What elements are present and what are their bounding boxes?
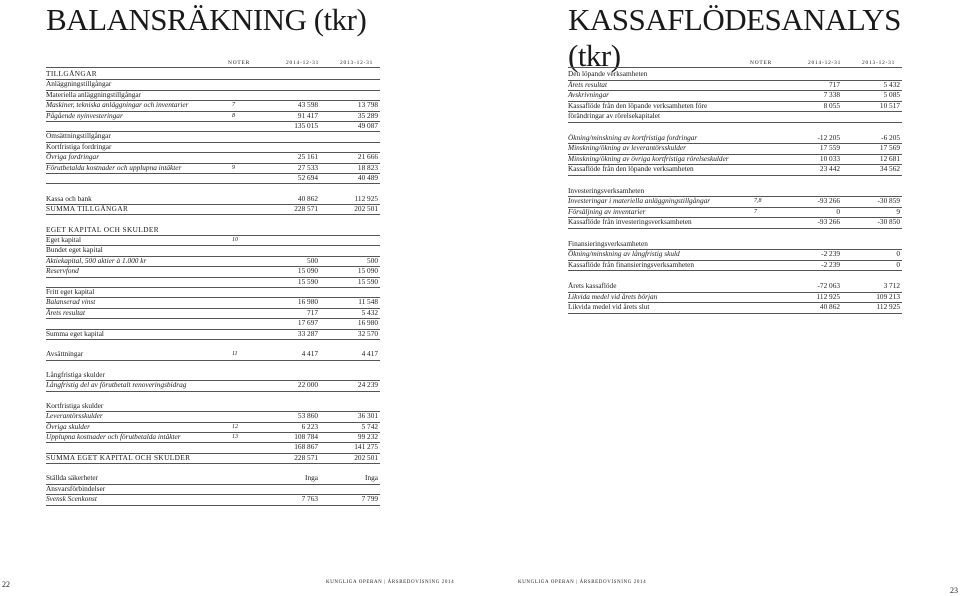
value-2013: 13 798: [357, 100, 378, 110]
table-row: [46, 194, 380, 204]
table-row: [568, 292, 902, 302]
value-2014: 112 925: [816, 291, 840, 301]
row-note: 13: [232, 434, 238, 440]
value-2013: 109 213: [876, 291, 900, 301]
table-row: [568, 164, 902, 174]
value-2013: 16 980: [357, 318, 378, 328]
row-label: Omsättningstillgångar: [46, 131, 111, 141]
table-row: [568, 217, 902, 227]
value-2013: Inga: [365, 473, 378, 483]
table-row: [568, 154, 902, 164]
row-label: Kortfristiga skulder: [46, 400, 104, 410]
value-2014: 500: [307, 255, 318, 265]
value-2013: -30 859: [877, 196, 900, 206]
row-divider: [568, 175, 902, 176]
value-2014: 108 784: [294, 432, 318, 441]
row-label: Förutbetalda kostnader och upplupna intäkter: [46, 162, 182, 172]
table-row: [46, 484, 380, 494]
header-2013: 2013-12-31: [340, 60, 374, 66]
value-2014: 43 598: [297, 100, 318, 110]
table-row: [46, 225, 380, 235]
table-row: [46, 90, 380, 100]
row-label: Ställda säkerheter: [46, 473, 99, 483]
row-label: Bundet eget kapital: [46, 245, 103, 255]
table-row: [46, 401, 380, 411]
value-2014: 10 033: [819, 153, 840, 163]
row-divider: [46, 463, 380, 464]
value-2014: 53 860: [297, 411, 318, 421]
value-2013: 7 799: [361, 494, 378, 504]
row-label: Årets kassaflöde: [568, 281, 617, 290]
row-divider: [46, 214, 380, 215]
value-2014: 22 000: [297, 380, 318, 390]
balance-sheet-title: BALANSRÄKNING (tkr): [46, 2, 367, 37]
value-2013: 5 085: [883, 90, 900, 100]
row-label: Leverantörsskulder: [46, 411, 103, 421]
value-2014: 8 055: [823, 100, 840, 110]
table-header: [46, 59, 380, 67]
value-2014: 6 223: [301, 421, 318, 431]
table-row: [46, 100, 380, 110]
row-label: Pågående nyinvesteringar: [46, 110, 123, 120]
table-row: [46, 142, 380, 152]
value-2013: 9: [896, 206, 900, 216]
balance-sheet-table: [46, 59, 380, 519]
value-2013: 202 501: [354, 452, 378, 462]
value-2013: 4 417: [361, 349, 378, 359]
table-row: [568, 196, 902, 206]
table-row: [46, 287, 380, 297]
row-label: Materiella anläggningstillgångar: [46, 89, 142, 99]
table-row: [46, 349, 380, 359]
value-2013: 12 681: [879, 153, 900, 163]
row-label: Likvida medel vid årets slut: [568, 302, 650, 312]
value-2013: 15 090: [357, 266, 378, 276]
row-note: 9: [232, 164, 235, 171]
row-note: 8: [232, 112, 235, 119]
table-row: [46, 411, 380, 421]
footer-right: KUNGLIGA OPERAN | ÅRSREDOVISNING 2014: [518, 580, 647, 585]
table-row: [568, 186, 902, 196]
row-label: Ökning/minskning av kortfristiga fordringar: [568, 132, 698, 142]
table-row: [46, 380, 380, 390]
row-label: Minskning/ökning av leverantörsskulder: [568, 143, 686, 153]
value-2014: 168 867: [294, 442, 318, 452]
row-label: Svensk Scenkonst: [46, 494, 97, 504]
table-row: [568, 111, 902, 121]
value-2014: 23 442: [819, 164, 840, 174]
value-2013: 5 432: [883, 79, 900, 89]
value-2013: 5 432: [361, 307, 378, 317]
value-2013: 3 712: [883, 281, 900, 290]
value-2014: -93 266: [817, 196, 840, 206]
row-label: Minskning/ökning av övriga kortfristiga rörelseskulder: [568, 153, 729, 163]
table-row: [46, 163, 380, 173]
value-2014: 33 287: [297, 328, 318, 338]
row-label: Kassaflöde från finansieringsverksamheten: [568, 259, 695, 269]
row-label: Likvida medel vid årets början: [568, 291, 658, 301]
row-label: Årets resultat: [568, 79, 607, 89]
row-label: Den löpande verksamheten: [568, 69, 648, 78]
value-2014: 228 571: [294, 204, 318, 213]
header-2014: 2014-12-31: [286, 60, 320, 66]
row-label: Avskrivningar: [568, 90, 609, 100]
value-2013: 202 501: [354, 204, 378, 213]
row-label: Kassaflöde från investeringsverksamheten: [568, 217, 692, 227]
row-label: Upplupna kostnader och förutbetalda intäkter: [46, 432, 181, 441]
value-2013: 141 275: [354, 442, 378, 452]
table-row: [46, 432, 380, 442]
row-label: Eget kapital: [46, 235, 82, 244]
row-label: Aktiekapital, 500 aktier à 1.000 kr: [46, 255, 147, 265]
row-label: Summa eget kapital: [46, 328, 104, 338]
table-header: [568, 59, 902, 67]
row-divider: [46, 339, 380, 340]
table-row: [46, 494, 380, 504]
value-2014: 16 980: [297, 297, 318, 307]
value-2013: 500: [367, 255, 378, 265]
row-label: Långfristiga skulder: [46, 369, 105, 379]
value-2013: 15 590: [357, 276, 378, 286]
value-2014: 40 862: [819, 302, 840, 312]
table-row: [46, 442, 380, 452]
row-label: TILLGÅNGAR: [46, 69, 98, 78]
row-label: SUMMA EGET KAPITAL OCH SKULDER: [46, 452, 191, 462]
row-divider: [46, 391, 380, 392]
value-2013: 35 289: [357, 110, 378, 120]
table-row: [568, 133, 902, 143]
row-label: Anläggningstillgångar: [46, 79, 112, 89]
table-row: [568, 249, 902, 259]
row-note: 7: [754, 208, 757, 215]
table-row: [568, 101, 902, 111]
row-note: 11: [232, 351, 238, 358]
table-row: [46, 69, 380, 79]
header-divider: [46, 67, 380, 68]
row-note: 7: [232, 102, 235, 109]
table-row: [568, 239, 902, 249]
table-row: [46, 245, 380, 255]
value-2014: 15 590: [297, 276, 318, 286]
value-2013: 24 239: [357, 380, 378, 390]
row-label: Ökning/minskning av långfristig skuld: [568, 249, 680, 259]
table-row: [46, 121, 380, 131]
page-number-left: 22: [2, 580, 10, 589]
table-row: [46, 329, 380, 339]
row-label: Övriga fordringar: [46, 152, 100, 162]
row-label: Kassaflöde från den löpande verksamheten: [568, 164, 694, 174]
value-2014: 91 417: [297, 110, 318, 120]
table-row: [46, 318, 380, 328]
value-2014: -93 266: [817, 217, 840, 227]
row-divider: [46, 183, 380, 184]
row-label: Övriga skulder: [46, 421, 90, 431]
footer-left: KUNGLIGA OPERAN | ÅRSREDOVISNING 2014: [326, 580, 455, 585]
row-label: Reservfond: [46, 266, 79, 276]
row-label: Investeringsverksamheten: [568, 185, 645, 195]
value-2013: 49 087: [357, 121, 378, 130]
value-2014: 17 559: [819, 143, 840, 153]
value-2014: 0: [836, 206, 840, 216]
row-label: Långfristig del av förutbetalt renoveringsbidrag: [46, 380, 187, 390]
value-2013: 17 569: [879, 143, 900, 153]
row-divider: [46, 360, 380, 361]
header-2014: 2014-12-31: [808, 60, 842, 66]
value-2014: 4 417: [301, 349, 318, 359]
table-row: [568, 281, 902, 291]
table-row: [46, 422, 380, 432]
cash-flow-title: KASSAFLÖDESANALYS (tkr): [568, 2, 901, 73]
value-2013: 21 666: [357, 152, 378, 162]
row-divider: [568, 270, 902, 271]
header-divider: [568, 67, 902, 68]
table-row: [46, 111, 380, 121]
row-divider: [46, 505, 380, 506]
row-label: Maskiner, tekniska anläggningar och inventarier: [46, 100, 189, 110]
value-2013: 0: [896, 259, 900, 269]
row-label: Finansieringsverksamheten: [568, 238, 648, 248]
value-2014: 228 571: [294, 452, 318, 462]
value-2013: -6 205: [881, 132, 900, 142]
row-label: Årets resultat: [46, 307, 85, 317]
table-row: [46, 235, 380, 245]
value-2014: -2 239: [821, 259, 840, 269]
row-divider: [568, 228, 902, 229]
row-note: 12: [232, 423, 238, 430]
row-label: EGET KAPITAL OCH SKULDER: [46, 224, 159, 234]
value-2013: 32 570: [357, 328, 378, 338]
row-note: 7,8: [754, 198, 762, 205]
table-row: [568, 207, 902, 217]
table-row: [568, 260, 902, 270]
row-label: förändringar av rörelsekapitalet: [568, 111, 660, 121]
cash-flow-table: [568, 59, 902, 319]
table-row: [46, 308, 380, 318]
table-row: [46, 131, 380, 141]
value-2014: -2 239: [821, 249, 840, 259]
table-row: [46, 204, 380, 214]
table-row: [46, 256, 380, 266]
table-row: [46, 152, 380, 162]
table-row: [46, 266, 380, 276]
header-2013: 2013-12-31: [862, 60, 896, 66]
table-row: [46, 370, 380, 380]
table-row: [46, 173, 380, 183]
value-2013: 5 742: [361, 421, 378, 431]
table-row: [568, 143, 902, 153]
header-note: NOTER: [750, 60, 772, 66]
row-label: Ansvarsförbindelser: [46, 483, 106, 493]
value-2014: 717: [829, 79, 840, 89]
value-2014: 717: [307, 307, 318, 317]
value-2013: 40 489: [357, 173, 378, 182]
row-label: Kortfristiga fordringar: [46, 141, 112, 151]
value-2013: 112 925: [876, 302, 900, 312]
table-row: [568, 302, 902, 312]
value-2014: 15 090: [297, 266, 318, 276]
value-2014: 135 015: [294, 121, 318, 130]
value-2013: 99 232: [357, 432, 378, 441]
value-2014: 7 763: [301, 494, 318, 504]
table-row: [46, 277, 380, 287]
row-label: SUMMA TILLGÅNGAR: [46, 204, 129, 213]
table-row: [46, 473, 380, 483]
value-2013: 11 548: [358, 297, 378, 307]
row-label: Kassaflöde från den löpande verksamheten före: [568, 100, 708, 110]
row-label: Balanserad vinst: [46, 297, 96, 307]
value-2014: Inga: [305, 473, 318, 483]
value-2013: 18 823: [357, 162, 378, 172]
value-2014: -72 063: [817, 281, 840, 290]
value-2013: 10 517: [879, 100, 900, 110]
value-2013: 34 562: [879, 164, 900, 174]
value-2014: 17 697: [297, 318, 318, 328]
value-2014: 52 694: [297, 173, 318, 182]
row-divider: [568, 122, 902, 123]
row-divider: [568, 313, 902, 314]
value-2014: -12 205: [817, 132, 840, 142]
table-row: [46, 79, 380, 89]
value-2013: 112 925: [354, 193, 378, 203]
page-number-right: 23: [950, 586, 958, 595]
row-label: Kassa och bank: [46, 193, 92, 203]
row-note: 10: [232, 237, 238, 243]
value-2014: 27 533: [297, 162, 318, 172]
table-row: [46, 297, 380, 307]
table-row: [568, 80, 902, 90]
value-2013: 0: [896, 249, 900, 259]
row-label: Investeringar i materiella anläggningstillgångar: [568, 196, 711, 206]
row-label: Fritt eget kapital: [46, 287, 95, 296]
row-label: Avsättningar: [46, 349, 84, 359]
header-note: NOTER: [228, 60, 250, 66]
value-2014: 25 161: [297, 152, 318, 162]
value-2013: -30 850: [877, 217, 900, 227]
table-row: [46, 453, 380, 463]
value-2014: 7 338: [823, 90, 840, 100]
value-2013: 36 301: [357, 411, 378, 421]
row-label: Försäljning av inventarier: [568, 206, 646, 216]
table-row: [568, 90, 902, 100]
table-row: [568, 69, 902, 79]
value-2014: 40 862: [297, 193, 318, 203]
